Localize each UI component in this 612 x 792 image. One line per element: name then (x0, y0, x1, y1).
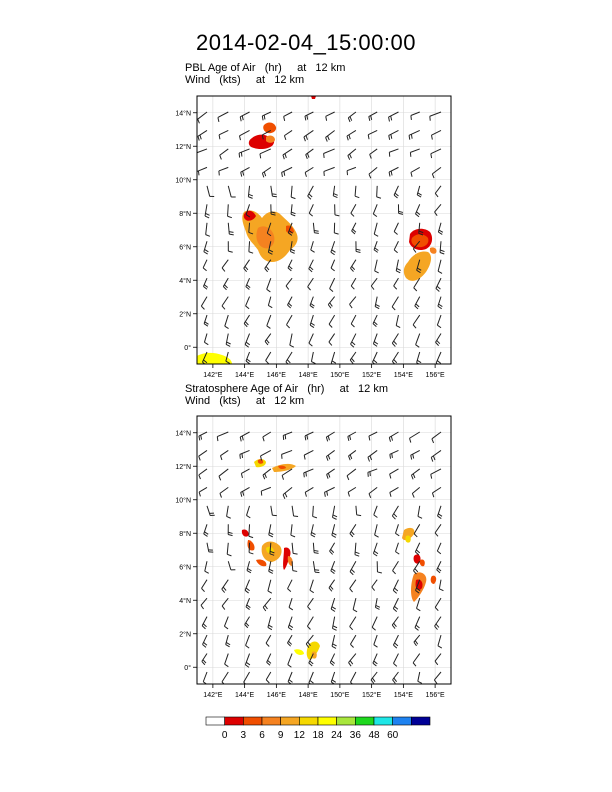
lon-tick-label: 150°E (330, 692, 350, 699)
lon-tick-label: 148°E (298, 692, 318, 699)
lat-tick-label: 0° (184, 344, 191, 352)
colorbar-swatch (355, 717, 374, 725)
lon-tick-label: 150°E (330, 372, 350, 379)
lon-tick-label: 146°E (266, 372, 286, 379)
colorbar-swatch (374, 717, 393, 725)
panel1-title-line1: PBL Age of Air (hr) at 12 km (185, 62, 346, 74)
lon-tick-label: 156°E (425, 372, 445, 379)
colorbar-swatch (411, 717, 430, 725)
panel2-title-line2: Wind (kts) at 12 km (185, 395, 305, 407)
colorbar-label: 24 (331, 730, 343, 741)
colorbar-swatch (299, 717, 318, 725)
lat-tick-label: 8°N (179, 210, 191, 218)
pbl-map-panel (175, 96, 451, 379)
lat-tick-label: 14°N (175, 430, 191, 438)
colorbar (206, 717, 430, 725)
lat-tick-label: 10°N (175, 497, 191, 505)
lat-tick-label: 4°N (179, 597, 191, 605)
lat-tick-label: 2°N (179, 311, 191, 319)
panel2-title-line1: Stratosphere Age of Air (hr) at 12 km (185, 383, 388, 395)
colorbar-label: 6 (259, 730, 265, 741)
lat-tick-label: 6°N (179, 244, 191, 252)
lon-tick-label: 152°E (362, 692, 382, 699)
lon-tick-label: 154°E (393, 372, 413, 379)
lon-tick-label: 152°E (362, 372, 382, 379)
colorbar-labels (222, 730, 399, 741)
lon-tick-label: 146°E (266, 692, 286, 699)
lat-tick-label: 12°N (175, 143, 191, 151)
lon-tick-label: 142°E (203, 692, 223, 699)
colorbar-label: 18 (312, 730, 324, 741)
lon-tick-label: 154°E (393, 692, 413, 699)
lon-tick-label: 144°E (235, 372, 255, 379)
colorbar-swatch (318, 717, 337, 725)
colorbar-swatch (225, 717, 244, 725)
colorbar-label: 12 (293, 730, 305, 741)
lat-tick-label: 8°N (179, 530, 191, 538)
colorbar-label: 3 (240, 730, 247, 741)
colorbar-label: 9 (277, 730, 284, 741)
colorbar-swatch (337, 717, 356, 725)
colorbar-swatch (281, 717, 300, 725)
figure-title: 2014-02-04_15:00:00 (196, 30, 416, 55)
lat-tick-label: 14°N (175, 110, 191, 118)
colorbar-swatch (262, 717, 281, 725)
colorbar-label: 0 (221, 730, 228, 741)
strat-map-panel (175, 416, 451, 699)
colorbar-label: 48 (368, 730, 380, 741)
lon-tick-label: 148°E (298, 372, 318, 379)
lat-tick-label: 12°N (175, 463, 191, 471)
panel1-title-line2: Wind (kts) at 12 km (185, 74, 305, 86)
lon-tick-label: 156°E (425, 692, 445, 699)
lon-tick-label: 142°E (203, 372, 223, 379)
lat-tick-label: 0° (184, 664, 191, 672)
colorbar-label: 36 (349, 730, 361, 741)
colorbar-swatch (206, 717, 225, 725)
lon-tick-label: 144°E (235, 692, 255, 699)
lat-tick-label: 10°N (175, 177, 191, 185)
colorbar-swatch (243, 717, 262, 725)
colorbar-swatch (393, 717, 412, 725)
colorbar-label: 60 (387, 730, 399, 741)
lat-tick-label: 6°N (179, 564, 191, 572)
lat-tick-label: 2°N (179, 631, 191, 639)
lat-tick-label: 4°N (179, 277, 191, 285)
